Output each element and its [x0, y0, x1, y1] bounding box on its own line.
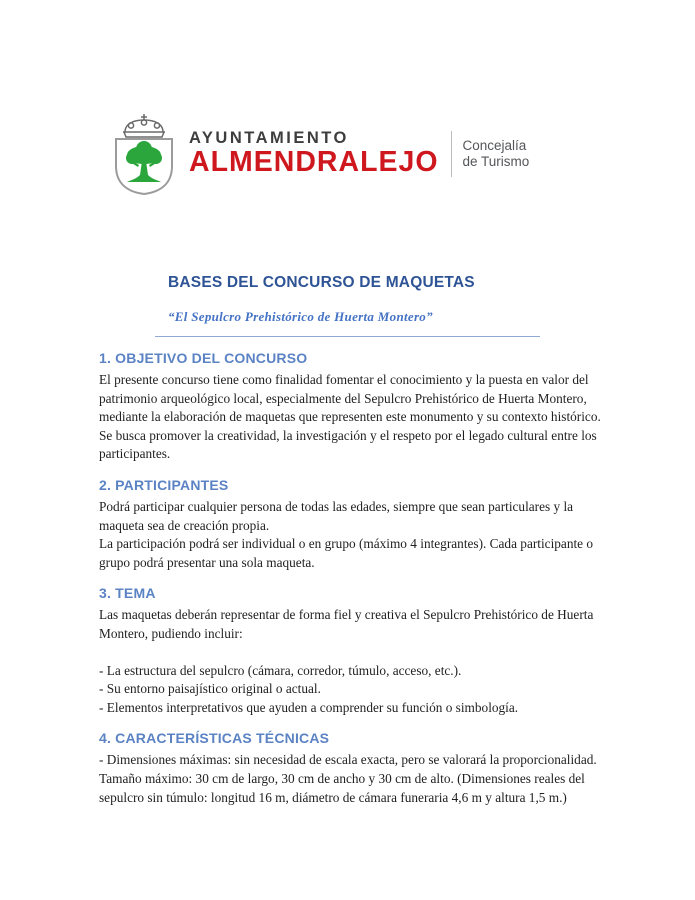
document-body	[99, 350, 603, 820]
logo-org-top: AYUNTAMIENTO	[189, 129, 349, 148]
logo-wordmark	[189, 130, 439, 177]
section-heading: 1. OBJETIVO DEL CONCURSO	[99, 350, 308, 366]
dept-line-1: Concejalía	[462, 137, 527, 153]
paragraph: - Dimensiones máximas: sin necesidad de escala exacta, pero se valorará la proporcionalidad. Tamaño máximo: 30 cm de largo, 30 cm de ancho y 30 cm de alto. (Dimensiones reales del sepulcro sin túmulo: longitud 16 m, diámetro de cámara funeraria 4,6 m y altura 1,5 m.)	[99, 752, 597, 805]
document-title: BASES DEL CONCURSO DE MAQUETAS	[168, 274, 475, 291]
list-item: - Su entorno paisajístico original o actual.	[99, 681, 321, 697]
list-item: - La estructura del sepulcro (cámara, corredor, túmulo, acceso, etc.).	[99, 662, 462, 678]
paragraph: Podrá participar cualquier persona de todas las edades, siempre que sean particulares y la maqueta sea de creación propia.	[99, 498, 574, 533]
document-subtitle: “El Sepulcro Prehistórico de Huerta Montero”	[168, 309, 433, 324]
section-tema	[99, 585, 603, 717]
list-item: - Elementos interpretativos que ayuden a comprender su función o simbología.	[99, 699, 519, 715]
paragraph: El presente concurso tiene como finalidad fomentar el conocimiento y la puesta en valor del patrimonio arqueológico local, especialmente del Sepulcro Prehistórico de Huerta Montero, mediante la elaboración de maquetas que representen este monumento y su contexto histórico. Se busca promover la creatividad, la investigación y el respeto por el legado cultural entre los participantes.	[99, 372, 601, 462]
section-participantes	[99, 477, 603, 572]
section-heading: 4. CARACTERÍSTICAS TÉCNICAS	[99, 730, 330, 747]
section-heading: 2. PARTICIPANTES	[99, 476, 229, 493]
section-objetivo	[99, 350, 603, 464]
paragraph: La participación podrá ser individual o en grupo (máximo 4 integrantes). Cada participante o grupo podrá presentar una sola maqueta.	[99, 536, 594, 570]
section-caracteristicas	[99, 730, 603, 807]
almendralejo-crest-icon	[108, 112, 180, 196]
section-heading: 3. TEMA	[99, 585, 156, 602]
title-block	[168, 274, 558, 337]
dept-line-2: de Turismo	[462, 154, 530, 169]
blank-line	[99, 644, 603, 662]
title-rule	[155, 336, 540, 337]
almendralejo-logo	[108, 112, 529, 196]
logo-org-name: ALMENDRALEJO	[189, 145, 439, 178]
logo-department	[463, 138, 530, 171]
paragraph: Las maquetas deberán representar de forma fiel y creativa el Sepulcro Prehistórico de Huerta Montero, pudiendo incluir:	[99, 607, 594, 641]
logo-divider	[451, 131, 452, 177]
